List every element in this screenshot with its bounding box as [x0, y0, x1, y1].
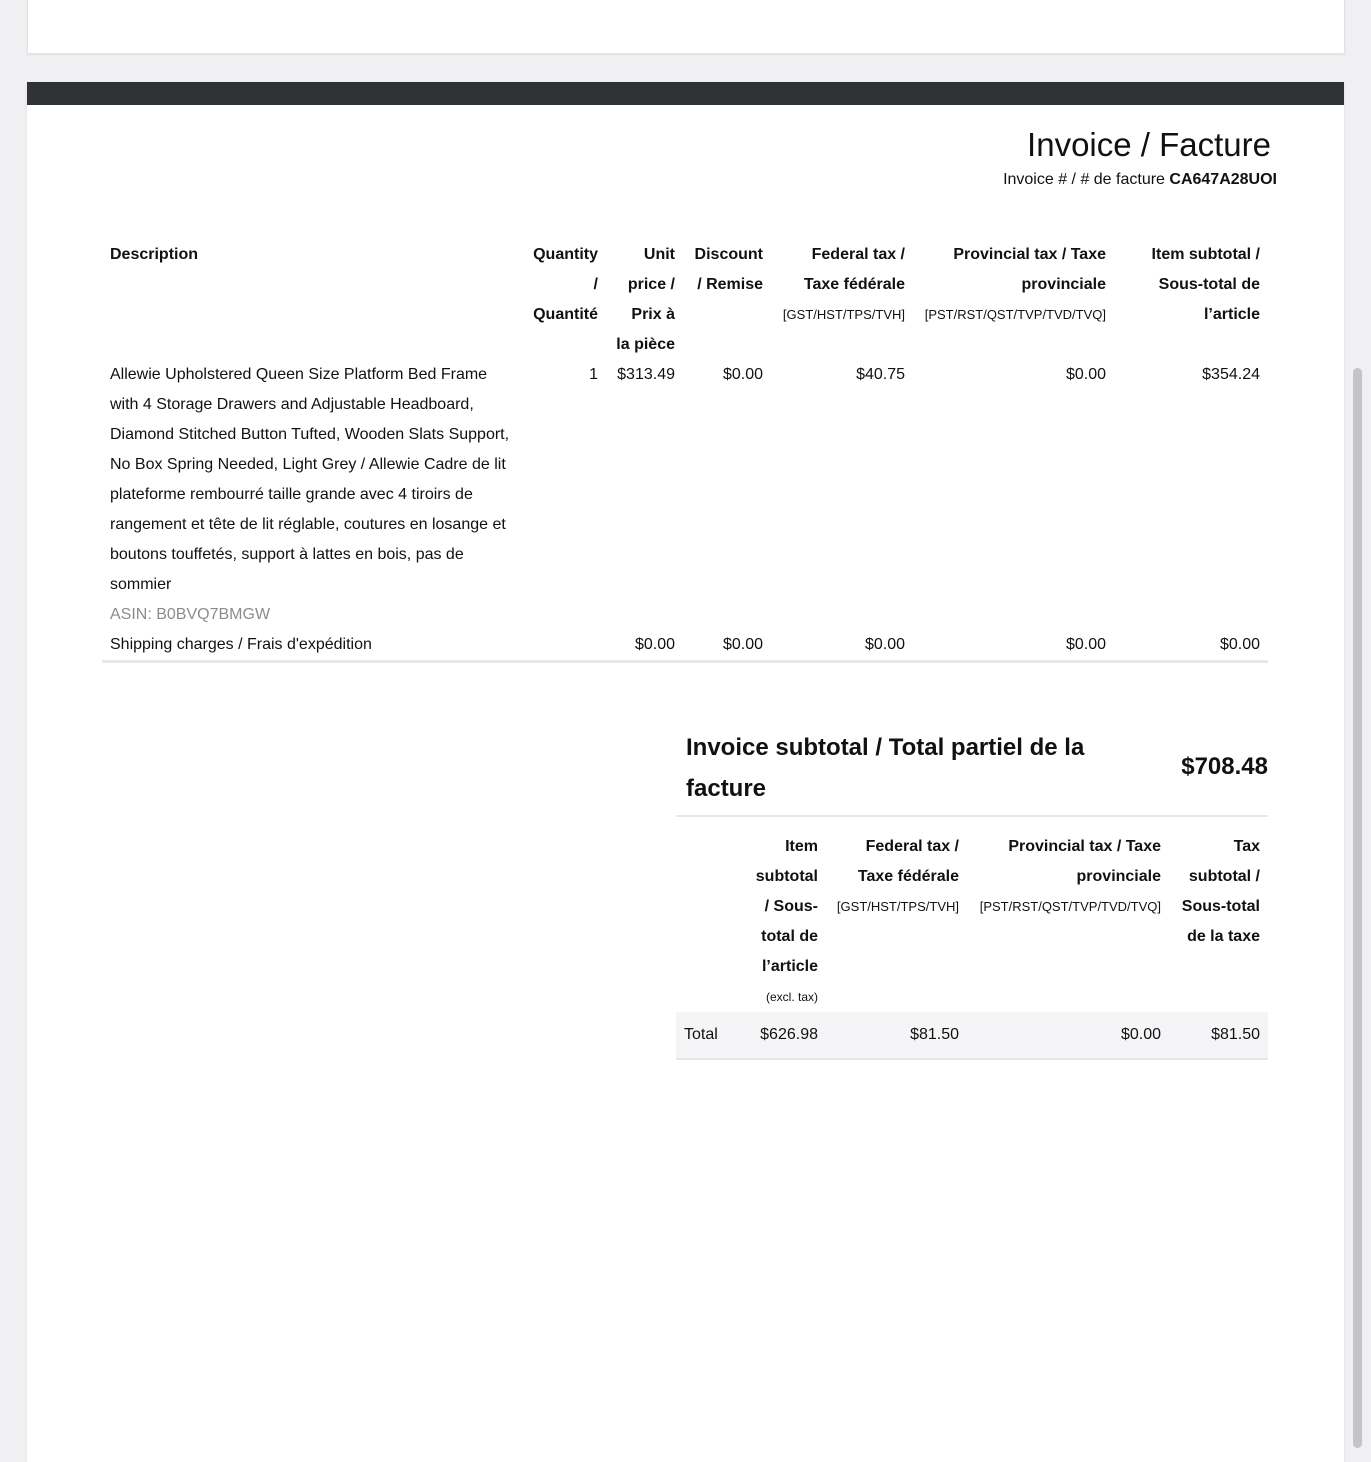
tax-col-federal-header — [826, 832, 967, 1012]
federal-tax-label: Federal tax / Taxe fédérale — [803, 246, 905, 293]
invoice-page — [27, 82, 1344, 1462]
table-row — [102, 630, 1268, 662]
tax-total-label: Total — [684, 1026, 718, 1043]
tax-total-federal: $81.50 — [910, 1026, 959, 1043]
tax-total-tax-subtotal: $81.50 — [1211, 1026, 1260, 1043]
item-quantity: 1 — [589, 366, 598, 383]
col-discount-header: Discount / Remise — [694, 246, 763, 293]
tax-excl-tax-note: (excl. tax) — [765, 990, 818, 1004]
col-unit-price-header: Unit price / Prix à la pièce — [616, 246, 675, 353]
item-discount: $0.00 — [722, 366, 763, 383]
col-item-subtotal-header: Item subtotal / Sous-total de l’article — [1151, 246, 1260, 323]
provincial-tax-label: Provincial tax / Taxe provinciale — [953, 246, 1106, 293]
page-header-bar — [27, 82, 1344, 105]
invoice-number-line — [1003, 171, 1277, 189]
item-description: Allewie Upholstered Queen Size Platform Bed Frame with 4 Storage Drawers and Adjustable Headboard, Diamond Stitched Button Tufted, Wooden Slats Support, No Box Spring Needed, Light Grey / Allewie Cadre de lit plateforme rembourré taille grande avec 4 tiroirs de rangement et tête de lit réglable, coutures en losange et boutons touffetés, support à lattes en bois, pas de sommier — [110, 366, 510, 593]
items-header-row — [102, 240, 1268, 360]
invoice-title: Invoice / Facture — [1027, 126, 1271, 163]
shipping-discount: $0.00 — [722, 636, 763, 653]
tax-summary-table — [676, 832, 1268, 1060]
table-row — [676, 1012, 1268, 1059]
tax-federal-codes: [GST/HST/TPS/TVH] — [836, 899, 959, 914]
col-provincial-tax-header — [913, 240, 1114, 360]
item-federal-tax: $40.75 — [856, 366, 905, 383]
invoice-subtotal-amount: $708.48 — [1181, 753, 1268, 780]
tax-header-row — [676, 832, 1268, 1012]
invoice-subtotal — [676, 727, 1268, 817]
tax-col-tax-subtotal-header: Tax subtotal / Sous-total de la taxe — [1181, 838, 1260, 945]
table-row — [102, 360, 1268, 630]
tax-col-item-subtotal-header — [741, 832, 826, 1012]
col-federal-tax-header — [771, 240, 913, 360]
tax-federal-label: Federal tax / Taxe fédérale — [857, 838, 959, 885]
item-description-cell — [102, 360, 520, 630]
federal-tax-codes: [GST/HST/TPS/TVH] — [782, 307, 905, 322]
invoice-number-label: Invoice # / # de facture — [1003, 171, 1165, 188]
previous-page — [27, 0, 1345, 54]
item-asin: ASIN: B0BVQ7BMGW — [110, 606, 271, 623]
provincial-tax-codes: [PST/RST/QST/TVP/TVD/TVQ] — [924, 307, 1106, 322]
item-provincial-tax: $0.00 — [1065, 366, 1106, 383]
tax-col-blank — [676, 832, 741, 1012]
col-description-header: Description — [110, 246, 199, 263]
shipping-unit-price: $0.00 — [634, 636, 675, 653]
invoice-number: CA647A28UOI — [1169, 171, 1277, 188]
item-unit-price: $313.49 — [617, 366, 675, 383]
col-quantity-header: Quantity / Quantité — [533, 246, 598, 323]
tax-provincial-label: Provincial tax / Taxe provinciale — [1008, 838, 1161, 885]
invoice-subtotal-label: Invoice subtotal / Total partiel de la facture — [686, 734, 1085, 802]
tax-item-subtotal-label: Item subtotal / Sous-total de l’article — [755, 838, 818, 975]
tax-total-provincial: $0.00 — [1120, 1026, 1161, 1043]
shipping-description: Shipping charges / Frais d'expédition — [110, 636, 372, 653]
tax-total-item-subtotal: $626.98 — [760, 1026, 818, 1043]
shipping-federal-tax: $0.00 — [864, 636, 905, 653]
tax-provincial-codes: [PST/RST/QST/TVP/TVD/TVQ] — [979, 899, 1161, 914]
vertical-scrollbar[interactable] — [1353, 368, 1362, 1448]
shipping-provincial-tax: $0.00 — [1065, 636, 1106, 653]
shipping-quantity — [520, 630, 606, 662]
shipping-subtotal: $0.00 — [1219, 636, 1260, 653]
item-subtotal: $354.24 — [1202, 366, 1260, 383]
tax-col-provincial-header — [967, 832, 1169, 1012]
items-table — [102, 240, 1268, 663]
